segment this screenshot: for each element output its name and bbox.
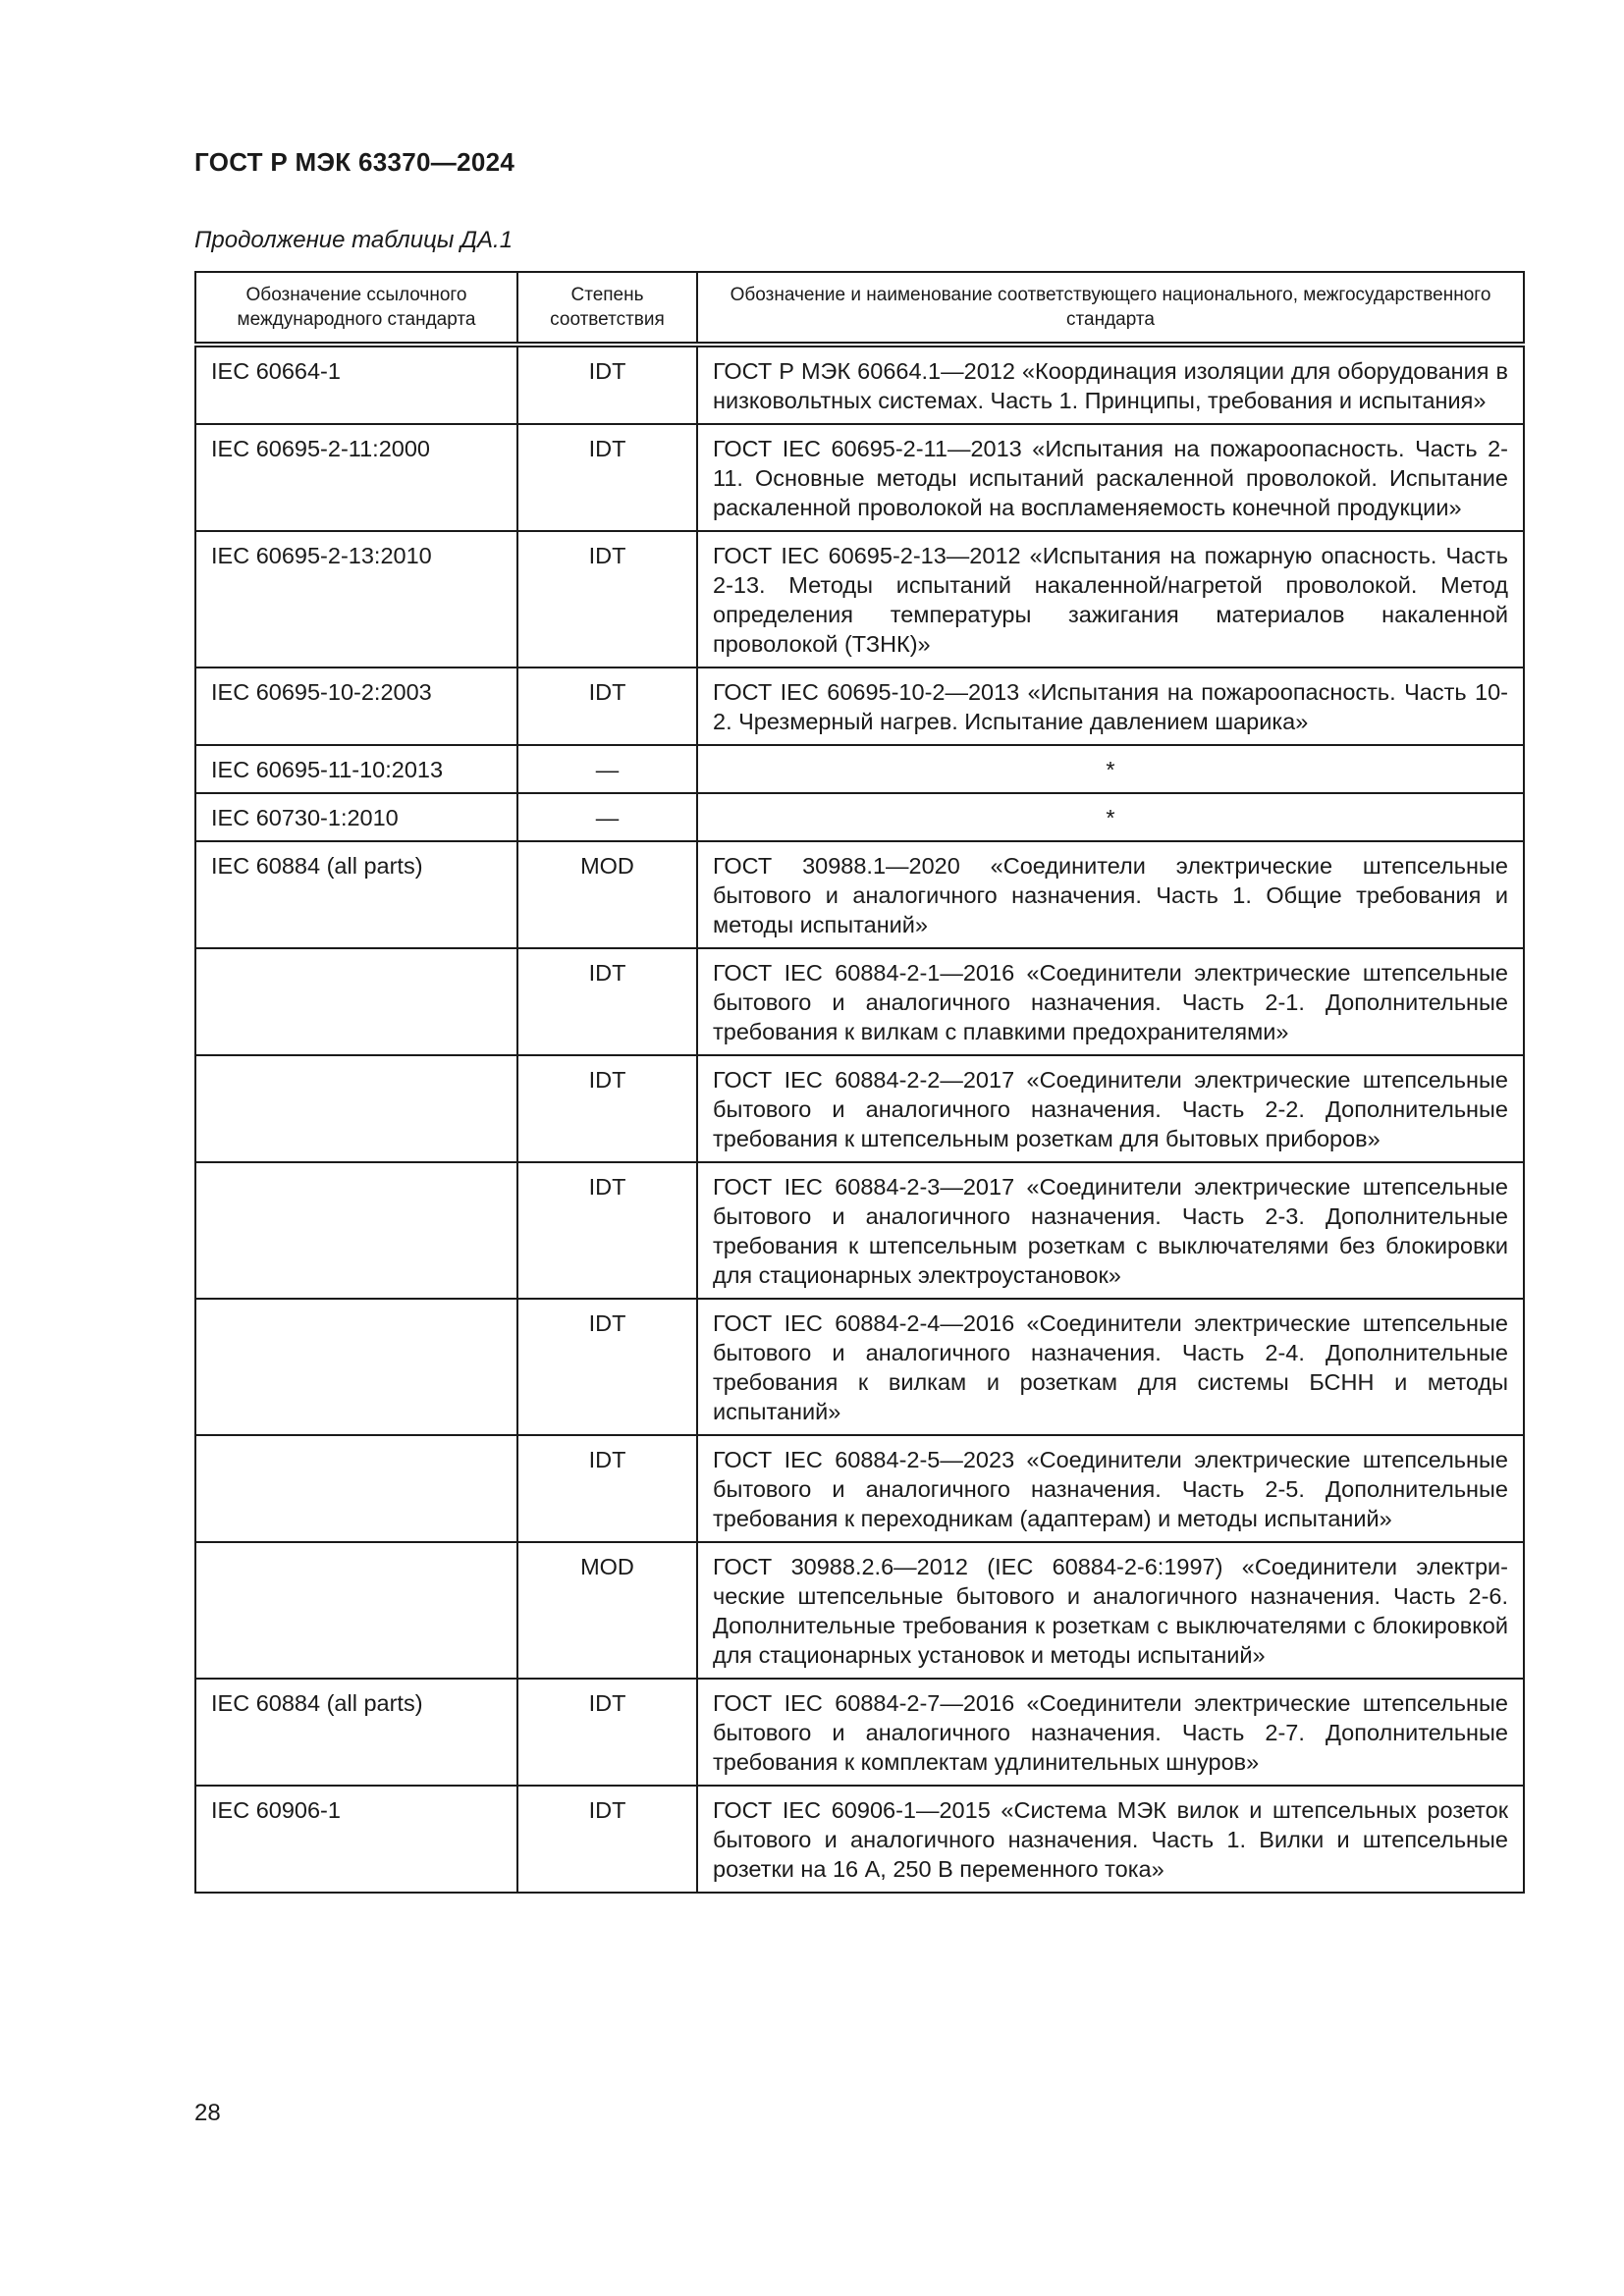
national-standard-cell: ГОСТ IEC 60695-10-2—2013 «Испытания на пожароопасность. Часть 10-2. Чрезмерный нагрев. Испытание давлением шарика» xyxy=(697,667,1524,745)
document-header: ГОСТ Р МЭК 63370—2024 xyxy=(194,147,515,177)
national-standard-cell: ГОСТ IEC 60884-2-3—2017 «Соединители электрические штепсельные бытового и аналогичного назначения. Часть 2-3. Дополнительные требования к штепсельным розеткам с выключателями без блокировки для стационарных электроустановок» xyxy=(697,1162,1524,1299)
national-standard-cell: * xyxy=(697,745,1524,793)
degree-cell: IDT xyxy=(517,948,697,1055)
table-header xyxy=(195,272,1524,345)
table-row xyxy=(195,345,1524,424)
degree-cell: IDT xyxy=(517,1162,697,1299)
degree-cell: IDT xyxy=(517,345,697,424)
table-row xyxy=(195,841,1524,948)
national-standard-cell: ГОСТ Р МЭК 60664.1—2012 «Координация изоляции для оборудования в низковольтных системах. Часть 1. Принципы, требования и испытания» xyxy=(697,345,1524,424)
degree-cell: IDT xyxy=(517,531,697,667)
reference-code-cell: IEC 60906-1 xyxy=(195,1786,517,1893)
table-row xyxy=(195,1162,1524,1299)
reference-code-cell: IEC 60695-10-2:2003 xyxy=(195,667,517,745)
reference-code-cell: IEC 60730-1:2010 xyxy=(195,793,517,841)
reference-code-cell: IEC 60695-11-10:2013 xyxy=(195,745,517,793)
reference-code-cell xyxy=(195,1162,517,1299)
degree-cell: IDT xyxy=(517,424,697,531)
table-row xyxy=(195,1435,1524,1542)
national-standard-cell: ГОСТ 30988.2.6—2012 (IEC 60884-2-6:1997) «Соединители электрические штепсельные бытового и аналогичного назначения. Часть 2-6. Дополнительные требования к розеткам с выключателями с блокировкой для стационарных установок и методы испытаний» xyxy=(697,1542,1524,1679)
table-row xyxy=(195,1786,1524,1893)
national-standard-cell: ГОСТ IEC 60884-2-2—2017 «Соединители электрические штепсельные бытового и аналогичного назначения. Часть 2-2. Дополнительные требования к штепсельным розеткам для бытовых приборов» xyxy=(697,1055,1524,1162)
table-row xyxy=(195,1679,1524,1786)
degree-cell: MOD xyxy=(517,841,697,948)
degree-cell: — xyxy=(517,793,697,841)
table-row xyxy=(195,424,1524,531)
national-standard-cell: ГОСТ IEC 60884-2-4—2016 «Соединители электрические штепсельные бытового и аналогичного назначения. Часть 2-4. Дополнительные требования к вилкам и розеткам для системы БСНН и методы испытаний» xyxy=(697,1299,1524,1435)
table-header-row xyxy=(195,272,1524,345)
column-header-national-standard: Обозначение и наименование соответствующего национального, межгосударственного стандарта xyxy=(697,272,1524,345)
reference-code-cell xyxy=(195,948,517,1055)
table-row xyxy=(195,667,1524,745)
table-row xyxy=(195,948,1524,1055)
degree-cell: IDT xyxy=(517,1055,697,1162)
reference-code-cell xyxy=(195,1299,517,1435)
table-row xyxy=(195,531,1524,667)
degree-cell: IDT xyxy=(517,1299,697,1435)
table-row xyxy=(195,1055,1524,1162)
reference-code-cell: IEC 60884 (all parts) xyxy=(195,1679,517,1786)
table-body xyxy=(195,345,1524,1893)
reference-code-cell: IEC 60664-1 xyxy=(195,345,517,424)
standards-table xyxy=(194,271,1525,1894)
reference-code-cell: IEC 60695-2-13:2010 xyxy=(195,531,517,667)
degree-cell: MOD xyxy=(517,1542,697,1679)
degree-cell: IDT xyxy=(517,667,697,745)
national-standard-cell: ГОСТ 30988.1—2020 «Соединители электрические штепсельные бытового и аналогичного назначения. Часть 1. Общие требования и методы испытаний» xyxy=(697,841,1524,948)
reference-code-cell xyxy=(195,1435,517,1542)
table-row xyxy=(195,1542,1524,1679)
national-standard-cell: ГОСТ IEC 60695-2-13—2012 «Испытания на пожарную опасность. Часть 2-13. Методы испытаний накаленной/нагретой проволокой. Метод определения температуры зажигания материалов накаленной проволокой (ТЗНК)» xyxy=(697,531,1524,667)
table-row xyxy=(195,745,1524,793)
national-standard-cell: ГОСТ IEC 60884-2-1—2016 «Соединители электрические штепсельные бытового и аналогичного назначения. Часть 2-1. Дополнительные требования к вилкам с плавкими предохранителями» xyxy=(697,948,1524,1055)
table-row xyxy=(195,793,1524,841)
table-row xyxy=(195,1299,1524,1435)
reference-code-cell: IEC 60884 (all parts) xyxy=(195,841,517,948)
column-header-reference-standard: Обозначение ссылочного международного стандарта xyxy=(195,272,517,345)
degree-cell: IDT xyxy=(517,1435,697,1542)
table-caption: Продолжение таблицы ДА.1 xyxy=(194,227,514,253)
national-standard-cell: ГОСТ IEC 60884-2-7—2016 «Соединители электрические штепсельные бытового и аналогичного назначения. Часть 2-7. Дополнительные требования к комплектам удлинительных шнуров» xyxy=(697,1679,1524,1786)
national-standard-cell: ГОСТ IEC 60906-1—2015 «Система МЭК вилок и штепсельных розеток бытового и аналогичного назначения. Часть 1. Вилки и штепсельные розетки на 16 А, 250 В переменного тока» xyxy=(697,1786,1524,1893)
degree-cell: — xyxy=(517,745,697,793)
reference-code-cell: IEC 60695-2-11:2000 xyxy=(195,424,517,531)
page-number: 28 xyxy=(194,2100,221,2126)
degree-cell: IDT xyxy=(517,1786,697,1893)
reference-code-cell xyxy=(195,1542,517,1679)
degree-cell: IDT xyxy=(517,1679,697,1786)
reference-code-cell xyxy=(195,1055,517,1162)
national-standard-cell: ГОСТ IEC 60695-2-11—2013 «Испытания на пожароопасность. Часть 2-11. Основные методы испытаний раскаленной проволокой. Испытание раскаленной проволокой на воспламеняемость конечной продукции» xyxy=(697,424,1524,531)
column-header-degree: Степень соответствия xyxy=(517,272,697,345)
national-standard-cell: * xyxy=(697,793,1524,841)
national-standard-cell: ГОСТ IEC 60884-2-5—2023 «Соединители электрические штепсельные бытового и аналогичного назначения. Часть 2-5. Дополнительные требования к переходникам (адаптерам) и методы испытаний» xyxy=(697,1435,1524,1542)
